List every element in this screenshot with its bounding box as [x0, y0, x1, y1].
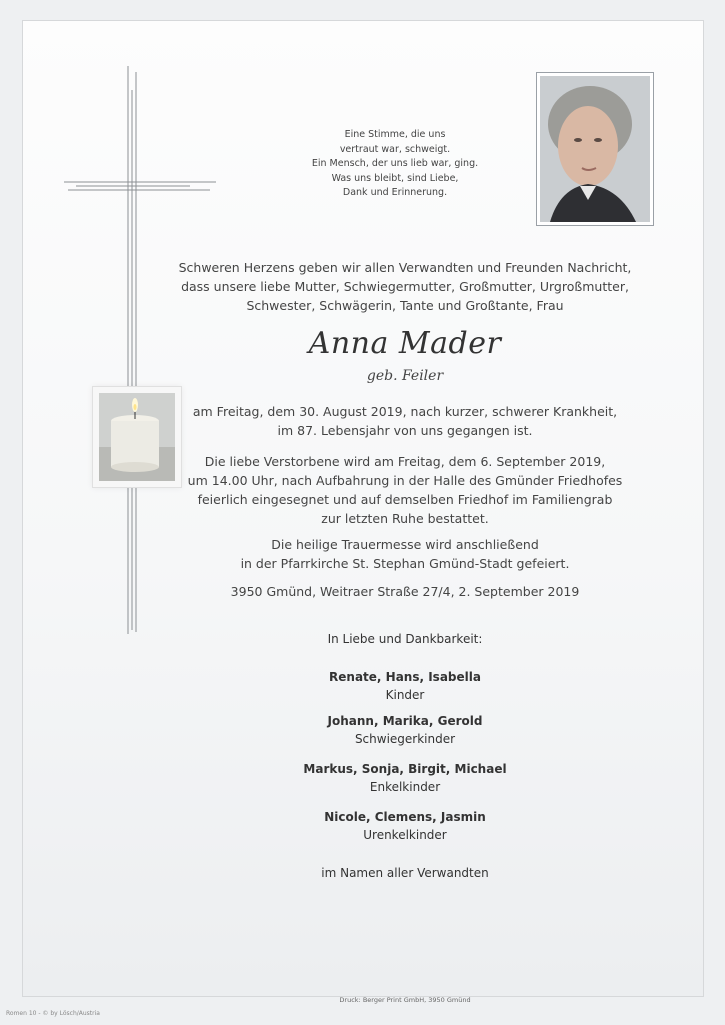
portrait-image — [540, 76, 650, 222]
mass-line: in der Pfarrkirche St. Stephan Gmünd-Stadt gefeiert. — [240, 556, 570, 571]
quote-line: Ein Mensch, der uns lieb war, ging. — [311, 158, 479, 169]
intro-line: Schweren Herzens geben wir allen Verwandten und Freunden Nachricht, — [178, 260, 632, 275]
portrait-photo — [540, 76, 650, 222]
mourner-names: Johann, Marika, Gerold — [327, 714, 483, 728]
mass-line: Die heilige Trauermesse wird anschließend — [271, 537, 539, 552]
mourner-relation: Schwiegerkinder — [354, 732, 456, 746]
birth-name: geb. Feiler — [366, 368, 444, 384]
relatives-text: im Namen aller Verwandten — [321, 866, 489, 880]
death-line: im 87. Lebensjahr von uns gegangen ist. — [277, 423, 533, 438]
mourner-group — [240, 808, 570, 844]
mourner-group — [240, 668, 570, 704]
deceased-name: Anna Mader — [308, 326, 502, 361]
mourner-relation: Urenkelkinder — [363, 828, 447, 842]
template-reference: Romen 10 - © by Lösch/Austria — [6, 1010, 100, 1017]
portrait-frame — [536, 72, 654, 226]
intro-line: dass unsere liebe Mutter, Schwiegermutter, Großmutter, Urgroßmutter, — [181, 279, 629, 294]
mourner-relation: Enkelkinder — [369, 780, 441, 794]
mourner-names: Nicole, Clemens, Jasmin — [324, 810, 486, 824]
mass-text — [160, 535, 650, 573]
mourner-names: Markus, Sonja, Birgit, Michael — [303, 762, 507, 776]
printer-credit: Druck: Berger Print GmbH, 3950 Gmünd — [339, 996, 471, 1004]
quote-line: vertraut war, schweigt. — [339, 143, 451, 155]
ceremony-line: feierlich eingesegnet und auf demselben Friedhof im Familiengrab — [197, 492, 613, 507]
mourner-relation: Kinder — [385, 688, 425, 702]
place-date: 3950 Gmünd, Weitraer Straße 27/4, 2. September 2019 — [230, 584, 580, 599]
mourner-names: Renate, Hans, Isabella — [329, 670, 481, 684]
death-line: am Freitag, dem 30. August 2019, nach kurzer, schwerer Krankheit, — [192, 404, 618, 419]
ceremony-text — [160, 452, 650, 528]
quote-line: Was uns bleibt, sind Liebe, — [331, 172, 459, 184]
death-text — [160, 402, 650, 440]
mourner-group — [240, 760, 570, 796]
ceremony-line: Die liebe Verstorbene wird am Freitag, dem 6. September 2019, — [204, 454, 606, 469]
closing-text: In Liebe und Dankbarkeit: — [327, 632, 483, 646]
ceremony-line: um 14.00 Uhr, nach Aufbahrung in der Halle des Gmünder Friedhofes — [187, 473, 623, 488]
quote-line: Dank und Erinnerung. — [342, 187, 448, 198]
mourner-group — [240, 712, 570, 748]
quote — [290, 128, 500, 201]
intro-line: Schwester, Schwägerin, Tante und Großtante, Frau — [246, 298, 564, 313]
ceremony-line: zur letzten Ruhe bestattet. — [321, 511, 489, 526]
intro-text — [160, 258, 650, 315]
quote-line: Eine Stimme, die uns — [344, 129, 446, 140]
